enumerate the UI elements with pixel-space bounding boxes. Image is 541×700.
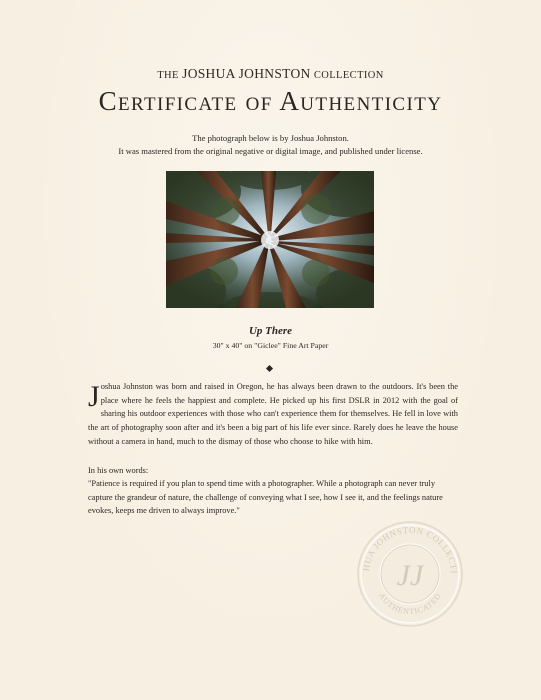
diamond-divider-icon bbox=[266, 365, 273, 372]
intro-line-2: It was mastered from the original negative or digital image, and published under license. bbox=[118, 145, 423, 156]
collection-name: JOSHUA JOHNSTON bbox=[182, 66, 311, 81]
bio-paragraph bbox=[88, 380, 458, 449]
collection-prefix: THE bbox=[157, 70, 179, 81]
artwork-spec: 30" x 40" on "Giclee" Fine Art Paper bbox=[212, 341, 329, 350]
intro-text bbox=[0, 132, 541, 157]
bio-dropcap: J bbox=[88, 380, 100, 413]
intro-line-1: The photograph below is by Joshua Johnston. bbox=[192, 133, 349, 143]
artwork-title: Up There bbox=[248, 325, 293, 337]
forest-canopy-photo bbox=[166, 171, 374, 308]
collection-suffix: COLLECTION bbox=[313, 70, 384, 81]
bio-text: oshua Johnston was born and raised in Oregon, he has always been drawn to the outdoors. It's been the place where he feels the happiest and complete. He picked up his first DSLR in 2012 with the goal of sharing his outdoor experiences with those who can't experience them for themselves. He fell in love with the art of photography soon after and it's been a big part of his life ever since. Rarely does he leave the house without a camera in hand, much to the dismay of those who choose to hike with him. bbox=[88, 382, 458, 446]
collection-heading bbox=[0, 66, 541, 82]
seal-top-text: HUA JOHNSTON COLLECTI bbox=[361, 524, 460, 575]
seal-monogram: JJ bbox=[396, 559, 424, 592]
seal-bottom-text: AUTHENTICATED bbox=[377, 591, 443, 617]
own-words-quote: "Patience is required if you plan to spend time with a photographer. While a photograph can never truly capture the grandeur of nature, the challenge of conveying what I see, how I see it, and the feelings nature evokes, keeps me driven to always improve." bbox=[88, 479, 443, 516]
authentication-seal-icon bbox=[355, 519, 465, 629]
certificate-title: Certificate of Authenticity bbox=[98, 86, 443, 116]
own-words-label: In his own words: bbox=[88, 466, 149, 475]
artwork-photo bbox=[166, 171, 374, 308]
